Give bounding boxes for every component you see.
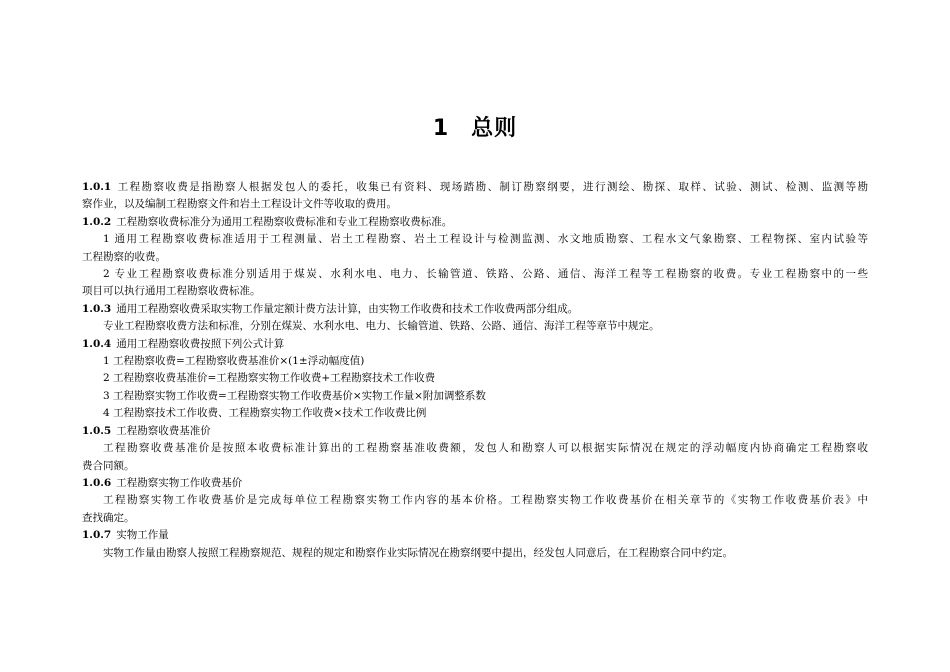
clause-1-0-5-line-1: 工程勘察收费基准价是按照本收费标准计算出的工程勘察基准收费额，发包人和勘察人可以根据实际情况在规定的浮动幅度内协商确定工程勘察收 [103, 442, 868, 455]
chapter-number: 1 [432, 116, 450, 141]
clause-text: 通用工程勘察收费按照下列公式计算 [116, 337, 285, 350]
clause-heading: 工程勘察收费基准价 [116, 424, 211, 437]
clause-1-0-5-heading [82, 423, 868, 440]
clause-1-0-2-item-2-line-2: 项目可以执行通用工程勘察收费标准。 [82, 285, 261, 298]
clause-1-0-7-heading [82, 527, 868, 544]
clause-1-0-5-line-2: 费合同额。 [82, 459, 135, 472]
formula-4: 4 工程勘察技术工作收费、工程勘察实物工作收费×技术工作收费比例 [103, 407, 427, 420]
chapter-title-text: 总则 [471, 116, 518, 141]
clause-number: 1.0.2 [82, 215, 112, 228]
clause-text: 工程勘察收费是指勘察人根据发包人的委托，收集已有资料、现场踏勘、制订勘察纲要，进行测绘、勘探、取样、试验、测试、检测、监测等勘 [116, 181, 868, 193]
clause-number: 1.0.3 [82, 302, 112, 315]
formula-2: 2 工程勘察收费基准价=工程勘察实物工作收费+工程勘察技术工作收费 [103, 372, 436, 385]
clause-1-0-7-line-1: 实物工作量由勘察人按照工程勘察规范、规程的规定和勘察作业实际情况在勘察纲要中提出，经发包人同意后，在工程勘察合同中约定。 [103, 546, 733, 559]
clause-number: 1.0.5 [82, 424, 112, 437]
clause-1-0-1-line-1 [82, 179, 868, 196]
clause-1-0-2-item-1-line-1: 1 通用工程勘察收费标准适用于工程测量、岩土工程勘察、岩土工程设计与检测监测、水文地质勘察、工程水文气象勘察、工程物探、室内试验等 [103, 233, 868, 246]
clause-1-0-2-item-2-line-1: 2 专业工程勘察收费标准分别适用于煤炭、水利水电、电力、长输管道、铁路、公路、通信、海洋工程等工程勘察的收费。专业工程勘察中的一些 [103, 268, 868, 281]
clause-text: 工程勘察收费标准分为通用工程勘察收费标准和专业工程勘察收费标准。 [116, 215, 453, 228]
clause-1-0-3-para: 专业工程勘察收费方法和标准，分别在煤炭、水利水电、电力、长输管道、铁路、公路、通信、海洋工程等章节中规定。 [103, 320, 660, 333]
clause-number: 1.0.4 [82, 337, 112, 350]
clause-1-0-6-heading [82, 475, 868, 492]
clause-number: 1.0.1 [82, 181, 112, 193]
formula-3: 3 工程勘察实物工作收费=工程勘察实物工作收费基价×实物工作量×附加调整系数 [103, 389, 486, 402]
clause-1-0-2-line-1 [82, 214, 868, 231]
clause-1-0-3-line-1 [82, 301, 868, 318]
clause-1-0-2-item-1-line-2: 工程勘察的收费。 [82, 250, 166, 263]
clause-heading: 工程勘察实物工作收费基价 [116, 476, 243, 489]
document-body [82, 179, 868, 562]
clause-text: 通用工程勘察收费采取实物工作量定额计费方法计算，由实物工作收费和技术工作收费两部分组成。 [116, 302, 579, 315]
clause-1-0-4-line-1 [82, 336, 868, 353]
clause-1-0-6-line-1: 工程勘察实物工作收费基价是完成每单位工程勘察实物工作内容的基本价格。工程勘察实物工作收费基价在相关章节的《实物工作收费基价表》中 [103, 494, 868, 507]
clause-number: 1.0.6 [82, 476, 112, 489]
clause-1-0-6-line-2: 查找确定。 [82, 511, 135, 524]
clause-1-0-1-line-2: 察作业，以及编制工程勘察文件和岩土工程设计文件等收取的费用。 [82, 198, 397, 211]
chapter-title [0, 111, 950, 142]
clause-number: 1.0.7 [82, 529, 112, 542]
clause-heading: 实物工作量 [116, 529, 169, 542]
formula-1: 1 工程勘察收费=工程勘察收费基准价×(1±浮动幅度值) [103, 355, 365, 368]
